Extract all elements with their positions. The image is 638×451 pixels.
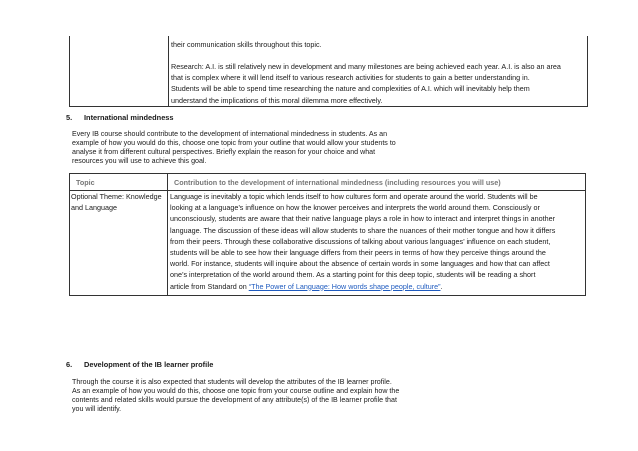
- section6-title: Development of the IB learner profile: [84, 360, 214, 369]
- contribution-line: one’s interpretation of the world around them. As a starting point for this deep topic, students will be reading a short: [170, 270, 536, 280]
- section5-intro: [72, 130, 396, 166]
- topic-line: and Language: [71, 203, 117, 213]
- section5-intro-line: example of how you would do this, choose one topic from your outline that would allow your students to: [72, 139, 396, 148]
- section6-number: 6.: [66, 360, 73, 369]
- mindedness-table: [69, 173, 586, 296]
- section6-intro-line: contents and related skills would pursue the development of any attribute(s) of the IB learner profile that: [72, 396, 397, 405]
- top-table-line1: their communication skills throughout this topic.: [171, 40, 322, 49]
- table-header-row: [70, 174, 585, 191]
- research-line: Students will be able to spend time researching the nature and complexities of A.I. which will inevitably help them: [171, 84, 530, 94]
- research-line: Research: A.I. is still relatively new in development and many milestones are being achieved each year. A.I. is also an area: [171, 62, 561, 71]
- section5-intro-line: analyse it from different cultural perspectives. Briefly explain the reason for your choice and what: [72, 148, 376, 157]
- col-header-contribution: Contribution to the development of international mindedness (including resources you will use): [174, 178, 501, 187]
- contribution-last-line: [170, 281, 555, 292]
- section6-intro-line: Through the course it is also expected that students will develop the attributes of the IB learner profile.: [72, 378, 392, 386]
- section5-intro-line: resources you will use to achieve this goal.: [72, 157, 207, 166]
- contribution-line: students will be able to see how their language differs from their peers in terms of how they perceive things around the: [170, 248, 546, 258]
- research-line: understand the implications of this moral dilemma more effectively.: [171, 95, 383, 105]
- contribution-line: looking at a language’s influence on how the knower perceives and interprets the world around them. Consciously or: [170, 203, 540, 213]
- section6-intro: [72, 378, 399, 414]
- table-column-divider: [167, 174, 168, 295]
- research-line: that is complex where it will lend itself to various research activities for students to gain a better understanding in.: [171, 73, 530, 83]
- contribution-line: unconsciously, students are aware that their native language plays a role in how to interact and interpret things in another: [170, 214, 556, 224]
- article-link[interactable]: “The Power of Language: How words shape people, culture”: [248, 281, 441, 291]
- top-table-divider: [168, 36, 169, 106]
- contribution-line: from their peers. Through these collaborative discussions of talking about various languages’ influence on each student,: [170, 236, 551, 246]
- contribution-cell: [170, 191, 555, 292]
- section5-intro-line: Every IB course should contribute to the development of international mindedness in students. As an: [72, 130, 388, 138]
- contribution-line: Language is inevitably a topic which lends itself to how cultures form and operate around the world. Students will be: [170, 192, 538, 201]
- last-line-prefix: article from Standard on: [170, 281, 249, 291]
- section5-number: 5.: [66, 113, 73, 122]
- research-paragraph: [171, 61, 561, 106]
- section6-intro-line: you will identify.: [72, 405, 122, 414]
- last-line-suffix: .: [440, 281, 443, 291]
- top-table: [69, 36, 588, 107]
- topic-cell: [71, 191, 162, 213]
- col-header-topic: Topic: [76, 178, 95, 187]
- contribution-line: language. The discussion of these ideas will allow students to share the nuances of their mother tongue and how it differs: [170, 225, 556, 235]
- contribution-line: world. For instance, students will inquire about the absence of certain words in some languages and how that can affect: [170, 259, 550, 269]
- topic-line: Optional Theme: Knowledge: [71, 192, 162, 201]
- section5-title: International mindedness: [84, 113, 174, 122]
- section6-intro-line: As an example of how you would do this, choose one topic from your course outline and explain how the: [72, 387, 400, 396]
